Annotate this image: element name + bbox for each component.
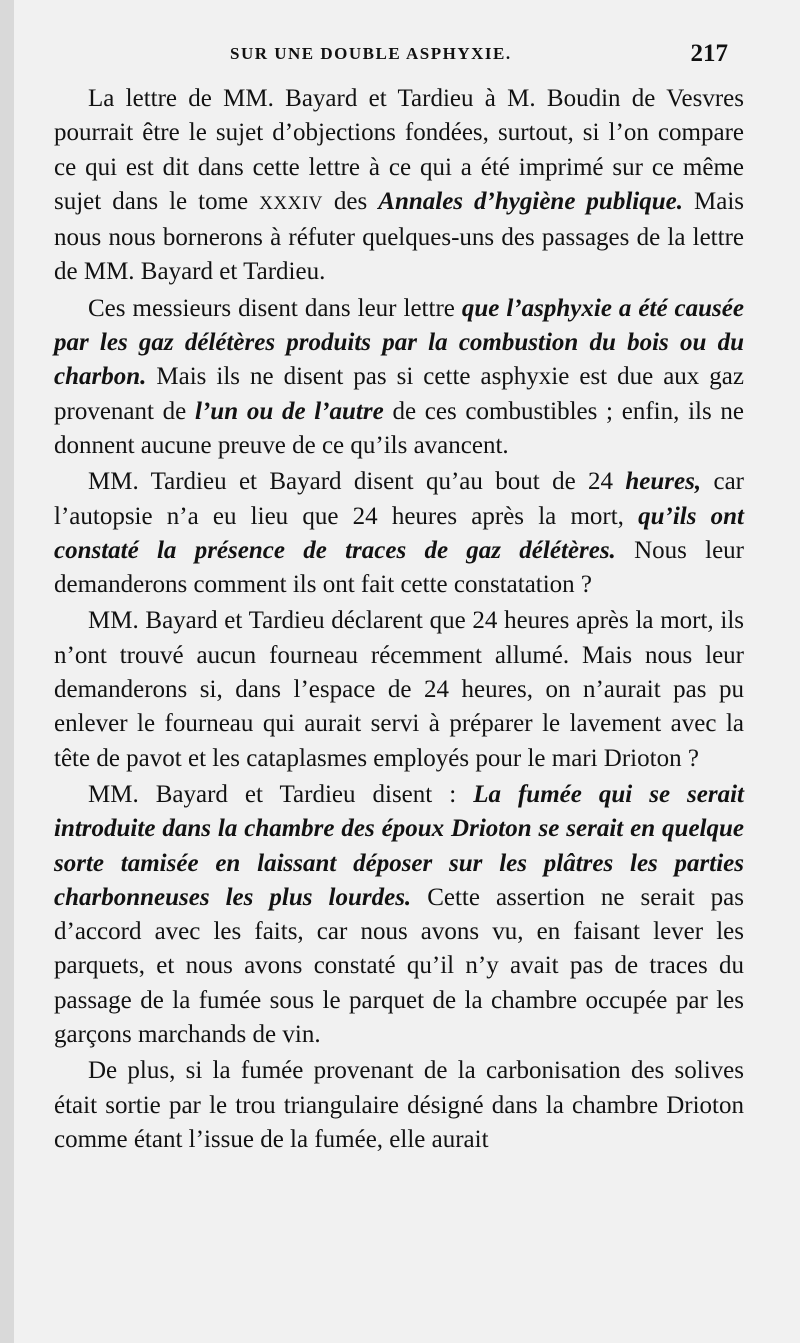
body-text (54, 82, 744, 1157)
italic-quote: qu’ils ont constaté la présence de traces de gaz délétères. (54, 502, 745, 564)
italic-quote: heures, (625, 468, 702, 496)
italic-quote: que l’asphyxie a été causée par les gaz délétères produits par la combustion du bois ou du charbon. (54, 294, 744, 391)
text-run: MM. Bayard et Tardieu disent : (88, 780, 474, 808)
text-run: Mais ils ne disent pas si cette asphyxie est due aux gaz provenant de (54, 363, 744, 425)
italic-quote: La fumée qui se serait introduite dans la chambre des époux Drioton se serait en quelque sorte tamisée en laissant déposer sur les plâtres les parties charbonneuses les plus lourdes. (54, 780, 744, 911)
text-run: de ces combustibles ; enfin, ils ne donnent aucune preuve de ce qu’ils avancent. (54, 397, 745, 459)
text-run: La lettre de MM. Bayard et Tardieu à M. Boudin de Vesvres pourrait être le sujet d’objections fondées, surtout, si l’on compare ce qui est dit dans cette lettre à ce qui a été imprimé sur ce même sujet dans le tome (54, 85, 744, 215)
text-run: Cette assertion ne serait pas d’accord avec les faits, car nous avons vu, en faisant lever les parquets, et nous avons constaté qu’il n’y avait pas de traces du passage de la fumée sous le parquet de la chambre occupée par les garçons marchands de vin. (54, 883, 744, 1049)
book-page (14, 0, 800, 1343)
text-run: Mais nous nous bornerons à réfuter quelques-uns des passages de la lettre de MM. Bayard et Tardieu. (54, 187, 745, 286)
paragraph-4: MM. Bayard et Tardieu déclarent que 24 heures après la mort, ils n’ont trouvé aucun fourneau récemment allumé. Mais nous leur demanderons si, dans l’espace de 24 heures, on n’aurait pas pu enlever le fourneau qui aurait servi à préparer le lavement avec la tête de pavot et les cataplasmes employés pour le mari Drioton ? (54, 607, 744, 772)
tome-number: XXXIV (259, 192, 323, 214)
page-number: 217 (690, 40, 728, 67)
italic-quote: l’un ou de l’autre (195, 397, 384, 425)
paragraph-1 (54, 82, 744, 290)
paragraph-2 (54, 292, 744, 463)
text-run: car l’autopsie n’a eu lieu que 24 heures après la mort, (54, 468, 744, 530)
journal-title: Annales d’hygiène publique. (378, 187, 683, 215)
text-run: Ces messieurs disent dans leur lettre (88, 294, 462, 322)
paragraph-5 (54, 778, 744, 1052)
paragraph-6: De plus, si la fumée provenant de la carbonisation des solives était sortie par le trou triangulaire désigné dans la chambre Drioton comme étant l’issue de la fumée, elle aurait (54, 1057, 744, 1153)
running-header (14, 40, 800, 74)
text-run: MM. Tardieu et Bayard disent qu’au bout de 24 (88, 468, 626, 496)
text-run: des (322, 187, 379, 215)
paragraph-3 (54, 465, 744, 602)
running-title: SUR UNE DOUBLE ASPHYXIE. (230, 44, 512, 63)
text-run: Nous leur demanderons comment ils ont fait cette constatation ? (54, 536, 744, 599)
